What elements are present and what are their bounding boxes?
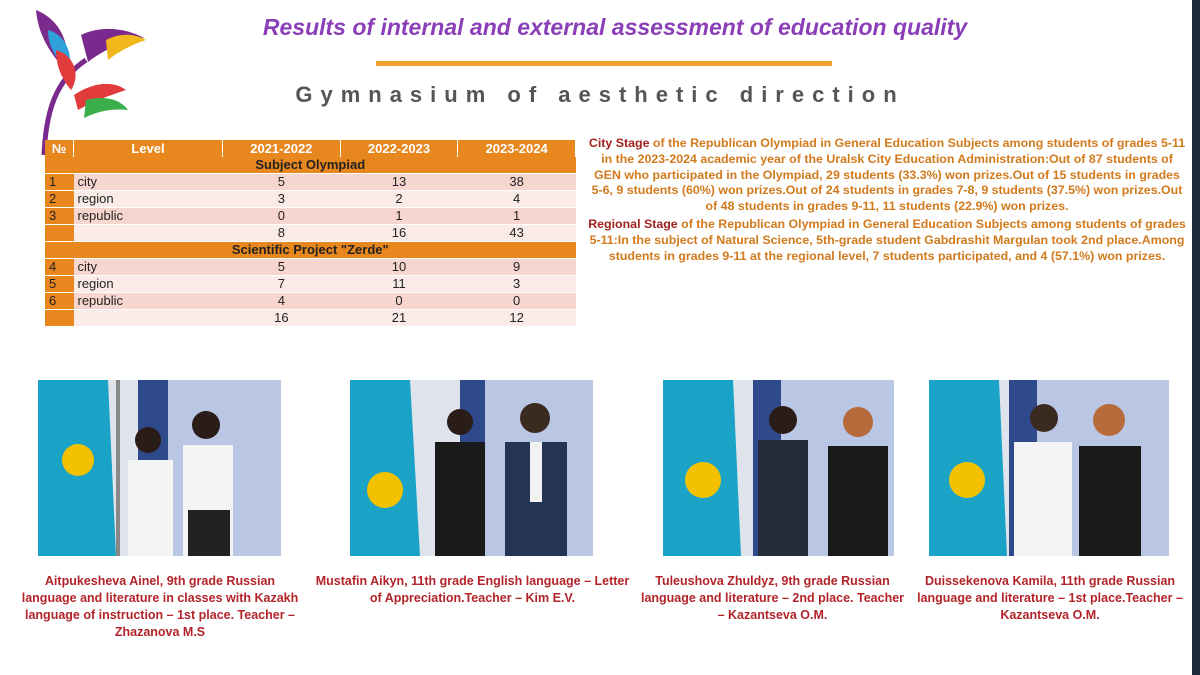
total-2021-2022: 16: [223, 310, 341, 327]
photo-caption-4: Duissekenova Kamila, 11th grade Russian language and literature – 1st place.Teacher – Kazantseva O.M.: [917, 574, 1183, 622]
table-total-row: [45, 310, 576, 327]
page-title: Results of internal and external assessment of education quality: [262, 14, 968, 40]
table-row: [45, 174, 576, 191]
row-number: [45, 225, 74, 242]
row-level: republic: [74, 293, 223, 310]
table-row: [45, 276, 576, 293]
total-2022-2023: 21: [340, 310, 458, 327]
total-2021-2022: 8: [223, 225, 341, 242]
table-header-cell: 2023-2024: [458, 140, 576, 157]
value-2022-2023: 11: [340, 276, 458, 293]
right-edge-bar: [1192, 0, 1200, 675]
row-number: [45, 310, 74, 327]
row-level: city: [74, 174, 223, 191]
value-2022-2023: 1: [340, 208, 458, 225]
olympiad-description: [588, 136, 1186, 266]
award-photo-1: [38, 380, 281, 556]
row-number: 6: [45, 293, 74, 310]
value-2023-2024: 4: [458, 191, 576, 208]
value-2022-2023: 13: [340, 174, 458, 191]
value-2023-2024: 0: [458, 293, 576, 310]
table-total-row: [45, 225, 576, 242]
row-number: 2: [45, 191, 74, 208]
value-2023-2024: 1: [458, 208, 576, 225]
value-2021-2022: 3: [223, 191, 341, 208]
row-level: [74, 225, 223, 242]
value-2021-2022: 7: [223, 276, 341, 293]
regional-stage-text: of the Republican Olympiad in General Education Subjects among students of grades 5-11:In the subject of Natural Science, 5th-grade student Gabdrashit Margulan took 2nd place.Among students in grades 9-11 at the regional level, 7 students participated, and 4 (57.1%) won prizes.: [589, 216, 1186, 263]
section-heading: Subject Olympiad: [45, 157, 576, 174]
city-stage-text: of the Republican Olympiad in General Education Subjects among students of grades 5-11 in the 2023-2024 academic year of the Uralsk City Education Administration:Out of 87 students of GEN who participated in the Olympiad, 29 students (33.3%) won prizes.Out of 15 students in grades 5-6, 9 students (60%) won prizes.Out of 24 students in grades 7-8, 9 students (37.5%) won prizes.Out of 48 students in grades 9-11, 11 students (22.9%) won prizes.: [591, 136, 1186, 214]
row-number: 5: [45, 276, 74, 293]
value-2023-2024: 38: [458, 174, 576, 191]
row-level: region: [74, 276, 223, 293]
value-2022-2023: 10: [340, 259, 458, 276]
row-level: republic: [74, 208, 223, 225]
row-level: [74, 310, 223, 327]
row-level: city: [74, 259, 223, 276]
bird-logo-icon: [26, 0, 156, 160]
table-row: [45, 259, 576, 276]
total-2023-2024: 12: [458, 310, 576, 327]
value-2021-2022: 4: [223, 293, 341, 310]
row-level: region: [74, 191, 223, 208]
row-number: 3: [45, 208, 74, 225]
value-2023-2024: 9: [458, 259, 576, 276]
total-2022-2023: 16: [340, 225, 458, 242]
table-header-cell: 2021-2022: [223, 140, 341, 157]
title-underline: [376, 61, 832, 66]
regional-stage-paragraph: [588, 217, 1186, 264]
value-2021-2022: 5: [223, 259, 341, 276]
value-2023-2024: 3: [458, 276, 576, 293]
regional-stage-label: Regional Stage: [588, 216, 678, 231]
table-row: [45, 293, 576, 310]
city-stage-label: City Stage: [588, 136, 650, 150]
award-photo-2: [350, 380, 593, 556]
table-header-cell: 2022-2023: [340, 140, 458, 157]
section-heading-row: [45, 242, 576, 259]
value-2022-2023: 2: [340, 191, 458, 208]
row-number: 1: [45, 174, 74, 191]
table-header-cell: №: [45, 140, 74, 157]
photo-caption-1: Aitpukesheva Ainel, 9th grade Russian language and literature in classes with Kazakh language of instruction – 1st place. Teacher – Zhazanova M.S: [21, 574, 299, 639]
value-2022-2023: 0: [340, 293, 458, 310]
results-table: [45, 140, 576, 327]
table-row: [45, 191, 576, 208]
table-header-cell: Level: [74, 140, 223, 157]
award-photo-4: [929, 380, 1169, 556]
photo-caption-3: Tuleushova Zhuldyz, 9th grade Russian language and literature – 2nd place. Teacher – Kazantseva O.M.: [640, 574, 905, 622]
value-2021-2022: 0: [223, 208, 341, 225]
table-header-row: [45, 140, 576, 157]
photo-caption-2: Mustafin Aikyn, 11th grade English language – Letter of Appreciation.Teacher – Kim E.V.: [315, 574, 630, 605]
page-subtitle: Gymnasium of aesthetic direction: [295, 82, 905, 107]
row-number: 4: [45, 259, 74, 276]
city-stage-paragraph: [588, 136, 1186, 215]
section-heading: Scientific Project "Zerde": [45, 242, 576, 259]
section-heading-row: [45, 157, 576, 174]
total-2023-2024: 43: [458, 225, 576, 242]
award-photo-3: [663, 380, 894, 556]
value-2021-2022: 5: [223, 174, 341, 191]
table-row: [45, 208, 576, 225]
